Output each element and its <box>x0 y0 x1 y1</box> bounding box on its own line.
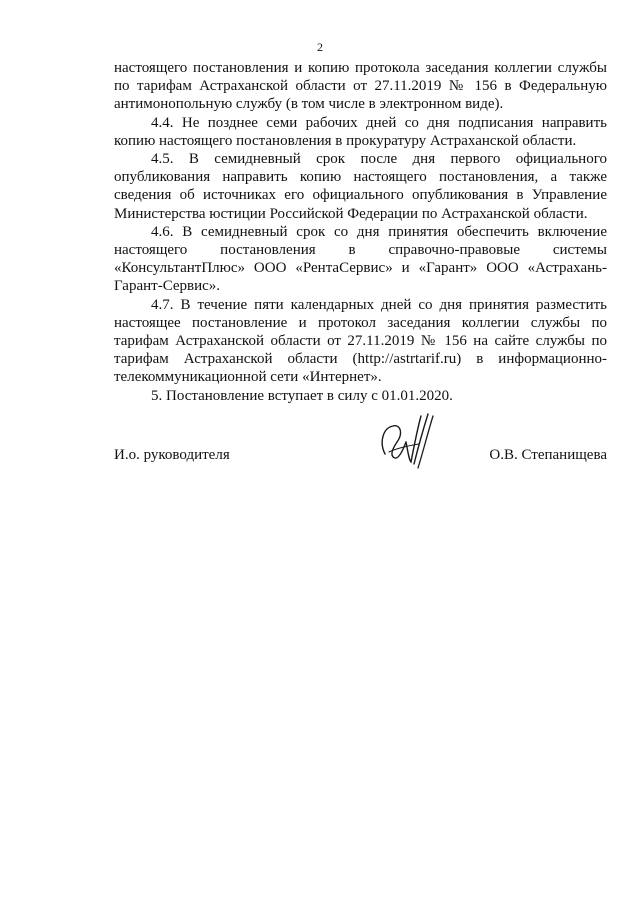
paragraph-4-5: 4.5. В семидневный срок после дня первого официального опубликования направить копию настоящего постановления, а также сведения об источниках его официального опубликования в Управление Министерства юстиции Российской Федерации по Астраханской области. <box>114 151 607 222</box>
page-number: 2 <box>317 40 323 54</box>
paragraph-4-7: 4.7. В течение пяти календарных дней со дня принятия разместить настоящее постановление и протокол заседания коллегии службы по тарифам Астраханской области от 27.11.2019 № 156 на сайте службы по тарифам Астраханской области (http://astrtarif.ru) в информационно-телекоммуникационной сети «Интернет». <box>114 296 607 386</box>
signatory-role: И.о. руководителя <box>114 447 230 463</box>
paragraph-continuation: настоящего постановления и копию протокола заседания коллегии службы по тарифам Астраханской области от 27.11.2019 № 156 в Федеральную антимонопольную службу (в том числе в электронном виде). <box>114 60 607 113</box>
handwritten-signature <box>373 412 453 474</box>
document-body <box>114 59 607 405</box>
signature-block <box>114 443 607 483</box>
paragraph-5: 5. Постановление вступает в силу с 01.01.2020. <box>151 387 453 404</box>
signatory-name: О.В. Степанищева <box>489 447 607 463</box>
paragraph-4-6: 4.6. В семидневный срок со дня принятия обеспечить включение настоящего постановления в справочно-правовые системы «КонсультантПлюс» ООО «РентаСервис» и «Гарант» ООО «Астрахань-Гарант-Сервис». <box>114 223 607 295</box>
paragraph-4-4: 4.4. Не позднее семи рабочих дней со дня подписания направить копию настоящего постановления в прокуратуру Астраханской области. <box>114 114 607 149</box>
